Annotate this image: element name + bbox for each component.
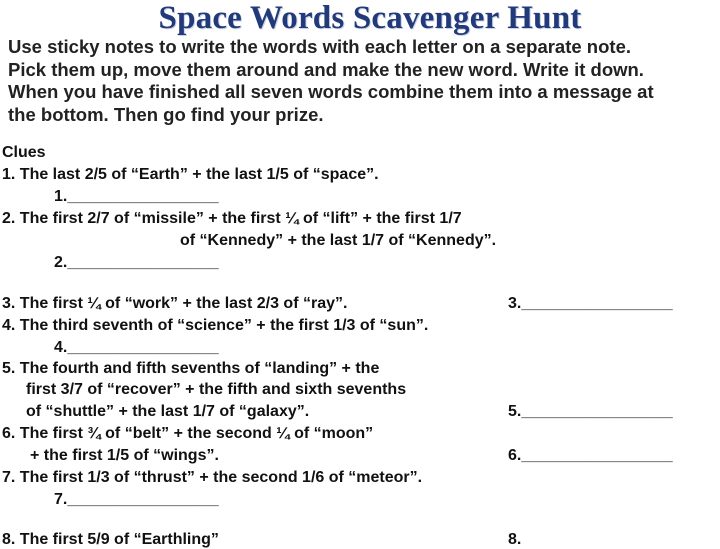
clue-4: 4. The third seventh of “science” + the first 1/3 of “sun”. [2, 317, 429, 334]
answer-blank-7[interactable]: 7._________________ [54, 491, 219, 508]
clue-1: 1. The last 2/5 of “Earth” + the last 1/5 of “space”. [2, 166, 379, 183]
clue-5-continued: of “shuttle” + the last 1/7 of “galaxy”. [26, 403, 310, 420]
clue-6-continued: + the first 1/5 of “wings”. [30, 447, 219, 464]
clue-2: 2. The first 2/7 of “missile” + the first ¼ of “lift” + the first 1/7 [2, 210, 462, 227]
clue-5: 5. The fourth and fifth sevenths of “landing” + the [2, 360, 380, 377]
answer-blank-4[interactable]: 4._________________ [54, 339, 219, 356]
instruction-line: When you have finished all seven words combine them into a message at [8, 81, 654, 102]
answer-blank-6[interactable]: 6._________________ [508, 447, 673, 464]
clue-8: 8. The first 5/9 of “Earthling” [2, 531, 219, 548]
clues-heading: Clues [2, 144, 46, 161]
instruction-line: Use sticky notes to write the words with each letter on a separate note. [8, 36, 632, 57]
answer-blank-3[interactable]: 3._________________ [508, 295, 673, 312]
clue-6: 6. The first ¾ of “belt” + the second ¼ of “moon” [2, 425, 374, 442]
instruction-line: Pick them up, move them around and make the new word. Write it down. [8, 58, 644, 80]
answer-blank-1[interactable]: 1._________________ [54, 188, 219, 205]
answer-blank-2[interactable]: 2._________________ [54, 254, 219, 271]
clue-3: 3. The first ¼ of “work” + the last 2/3 of “ray”. [2, 295, 348, 312]
answer-blank-5[interactable]: 5._________________ [508, 403, 673, 420]
instruction-line: the bottom. Then go find your prize. [8, 103, 324, 125]
instructions [8, 36, 718, 126]
clue-5-continued: first 3/7 of “recover” + the fifth and sixth sevenths [26, 381, 407, 398]
clue-7: 7. The first 1/3 of “thrust” + the second 1/6 of “meteor”. [2, 469, 423, 486]
page-title: Space Words Scavenger Hunt [158, 0, 582, 36]
answer-blank-8[interactable]: 8. [508, 531, 522, 548]
clue-2-continued: of “Kennedy” + the last 1/7 of “Kennedy”. [180, 232, 497, 249]
